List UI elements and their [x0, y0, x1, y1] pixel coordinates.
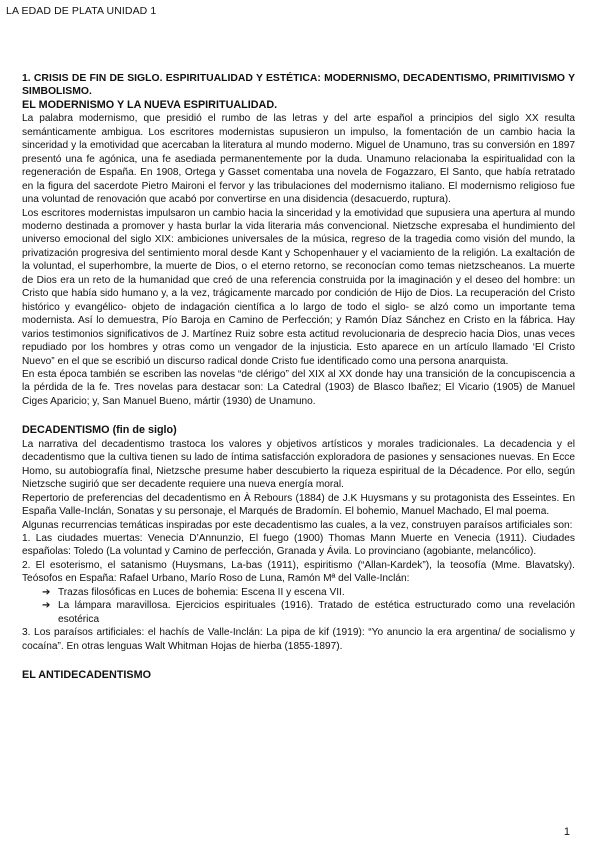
subheading-modernismo: EL MODERNISMO Y LA NUEVA ESPIRITUALIDAD.	[22, 98, 278, 111]
paragraph: Algunas recurrencias temáticas inspiradas por este decadentismo las cuales, a la vez, construyen paraísos artificiales son:	[22, 519, 573, 531]
arrow-bullet-list	[22, 586, 575, 626]
list-item: 3. Los paraísos artificiales: el hachís de Valle-Inclán: La pipa de kif (1919): “Yo anuncio la era argentina/ de socialismo y cocaína”. En otras lenguas Walt Whitman Hojas de hierba (1855-1897).	[22, 627, 575, 652]
bullet-item	[42, 599, 575, 626]
section-heading-antidecadentismo: EL ANTIDECADENTISMO	[22, 669, 151, 682]
bullet-text: Trazas filosóficas en Luces de bohemia: Escena II y escena VII.	[58, 586, 345, 598]
list-item: 2. El esoterismo, el satanismo (Huysmans, La-bas (1911), espiritismo (“Allan-Kardek”), la teosofía (Mme. Blavatsky). Teósofos en España: Rafael Urbano, Marío Roso de Luna, Ramón Mª del Valle-Inclán:	[22, 559, 575, 585]
page-number: 1	[563, 826, 570, 838]
paragraph: En esta época también se escriben las novelas “de clérigo” del XIX al XX donde hay una transición de la concupiscencia a la pérdida de la fe. Tres novelas para destacar son: La Catedral (1903) de Blasco Ibañez; El Vicario (1905) de Manuel Ciges Aparicio; y, San Manuel Bueno, mártir (1930) de Unamuno.	[22, 368, 575, 407]
list-item: 1. Las ciudades muertas: Venecia D’Annunzio, El fuego (1900) Thomas Mann Muerte en Venecia (1911). Ciudades españolas: Toledo (La voluntad y Camino de perfección, Granada y Ávila. Lo provinciano (agobiante, melancólico).	[22, 532, 575, 558]
paragraph: La palabra modernismo, que presidió el rumbo de las letras y del arte español a principios del siglo XX resulta semánticamente ambigua. Los escritores modernistas supusieron un impulso, la fomentación de un cambio hacia la sinceridad y la emotividad que acercaban la literatura al mundo moderno. Miguel de Unamuno, tras su conversión en 1897 presentó una fe agónica, una fe asediada permanentemente por la duda. Unamuno relacionaba la espiritualidad con la regeneración de España. En 1908, Ortega y Gasset comentaba una novela de Fogazzaro, El Santo, que había retratado en la figura del sacerdote Pietro Maironi el fervor y las tribulaciones del modernismo italiano. El modernismo religioso fue una voluntad de renovación que acabó por convertirse en una disidencia (desacuerdo, ruptura).	[22, 113, 575, 206]
section-heading-crisis: 1. CRISIS DE FIN DE SIGLO. ESPIRITUALIDAD Y ESTÉTICA: MODERNISMO, DECADENTISMO, PRIMITIVISMO Y SIMBOLISMO.	[22, 73, 575, 98]
bullet-item	[42, 586, 575, 599]
paragraph: Los escritores modernistas impulsaron un cambio hacia la sinceridad y la emotividad que supusiera una apertura al mundo moderno destinada a promover y hasta burlar la vida literaria más convencional. Nietzsche expresaba el hundimiento del universo emocional del siglo XIX: ambiciones universales de la música, regreso de la tragedia como visión del mundo, la privatización progresiva del sentimiento moral desde Kant y Schopenhauer y el vaciamiento de la religión. La exaltación de la voluntad, el superhombre, la muerte de Dios, o el eterno retorno, se reconocían como temas nietzscheanos. La muerte de Dios era un reto de la humanidad que creó de una referencia construida por la imaginación y el deseo del hombre: un Cristo que había sido humano y, a la vez, trágicamente marcado por condición de Hijo de Dios. La recuperación del Cristo histórico y evangélico- objeto de indagación científica a lo largo de todo el siglo- se alzó como un importante tema modernista. Así lo demuestra, Pío Baroja en Camino de Perfección; y Ramón Díaz Sánchez en Cristo en la fábrica. Hay varios testimonios significativos de J. Martínez Ruiz sobre esta actitud revolucionaria de desprecio hacia Dios, unas veces repudiado por los hombres y otras como un vengador de la injusticia. Esto aparece en un artículo llamado ‘El Cristo Nuevo” en el que se escribió un discurso radical donde Cristo fue identificado como una persona anarquista.	[22, 207, 575, 367]
document-header: LA EDAD DE PLATA UNIDAD 1	[6, 5, 157, 17]
section-heading-decadentismo: DECADENTISMO (fin de siglo)	[22, 424, 177, 437]
arrow-bullet-icon: ➔	[42, 600, 51, 612]
arrow-bullet-icon: ➔	[42, 586, 51, 598]
paragraph: Repertorio de preferencias del decadentismo en À Rebours (1884) de J.K Huysmans y su protagonista des Esseintes. En España Valle-Inclán, Sonatas y su personaje, el Marqués de Bradomín. El bohemio, Manuel Machado, El mal poema.	[22, 492, 575, 518]
paragraph: La narrativa del decadentismo trastoca los valores y objetivos artísticos y morales tradicionales. La decadencia y el decadentismo que la cultiva tienen su lado de íntima satisfacción exploradora de pasiones y sensaciones nuevas. En Ecce Homo, su autobiografía final, Nietzsche presume haber descubierto la riqueza espiritual de la Décadence. Por ello, según Nietzsche sugirió que ser decadente requiere una nueva energía moral.	[22, 438, 575, 491]
document-body	[22, 72, 575, 682]
bullet-text: La lámpara maravillosa. Ejercicios espirituales (1916). Tratado de estética estructurado como una revelación esotérica	[58, 600, 575, 625]
